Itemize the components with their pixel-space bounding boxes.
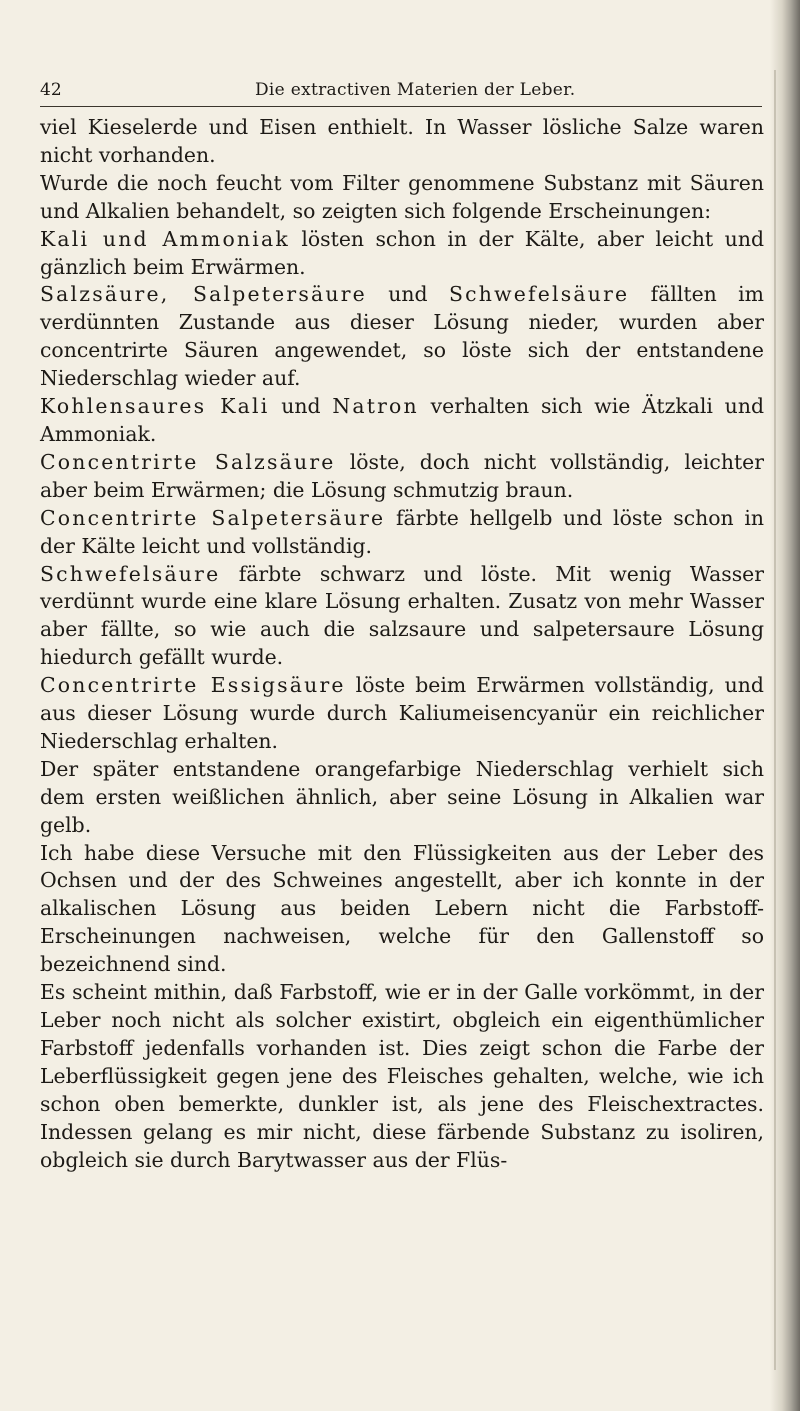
running-title: Die extractiven Materien der Leber. bbox=[255, 80, 576, 100]
paragraph bbox=[40, 393, 764, 449]
page-edge-line bbox=[774, 70, 776, 1370]
reagent-term: Kohlensaures Kali bbox=[40, 394, 270, 419]
running-header bbox=[40, 76, 762, 107]
paragraph-text: löste beim Erwärmen vollständig, und aus dieser Lösung wurde durch Kaliumeisencyanür ein reichlicher Niederschlag erhalten. bbox=[40, 673, 764, 753]
paragraph: viel Kieselerde und Eisen enthielt. In Wasser lösliche Salze waren nicht vorhanden. bbox=[40, 115, 764, 167]
paragraph-text: färbte hellgelb und löste schon in der Kälte leicht und vollständig. bbox=[40, 505, 764, 558]
paragraph-text: verhalten sich wie Ätzkali und Ammoniak. bbox=[40, 394, 765, 446]
reagent-term: Concentrirte Salzsäure bbox=[40, 449, 336, 474]
paragraph-text: und bbox=[366, 282, 449, 307]
reagent-term: Salzsäure, Salpetersäure bbox=[40, 282, 367, 307]
paragraph: Der später entstandene orangefarbige Niederschlag verhielt sich dem ersten weißlichen ähnlich, aber seine Lösung in Alkalien war gelb. bbox=[40, 756, 764, 837]
paragraph-text: und bbox=[269, 394, 333, 419]
paragraph-text: färbte schwarz und löste. Mit wenig Wasser verdünnt wurde eine klare Lösung erhalten. Zusatz von mehr Wasser aber fällte, so wie auch die salzsaure und salpetersaure Lösung hiedurch gefällt wurde. bbox=[40, 561, 764, 670]
paragraph: Ich habe diese Versuche mit den Flüssigkeiten aus der Leber des Ochsen und der des Schweines angestellt, aber ich konnte in der alkalischen Lösung aus beiden Lebern nicht die Farbstoff-Erscheinungen nachweisen, welche für den Gallenstoff so bezeichnend sind. bbox=[40, 840, 764, 977]
reagent-term: Concentrirte Essigsäure bbox=[40, 673, 346, 698]
reagent-term: Schwefelsäure bbox=[448, 282, 630, 307]
paragraph-text: fällten im verdünnten Zustande aus dieser Lösung nieder, wurden aber concentrirte Säuren angewendet, so löste sich der entstandene Niederschlag wieder auf. bbox=[40, 282, 764, 391]
paragraph bbox=[40, 505, 764, 561]
page-number: 42 bbox=[40, 80, 62, 100]
reagent-term: Concentrirte Salpetersäure bbox=[40, 505, 386, 530]
paragraph-text: löste, doch nicht vollständig, leichter aber beim Erwärmen; die Lösung schmutzig braun. bbox=[40, 449, 764, 502]
reagent-term: Natron bbox=[332, 394, 419, 419]
paragraph bbox=[40, 281, 764, 393]
reagent-term: Kali und Ammoniak bbox=[40, 226, 290, 251]
document-body bbox=[40, 114, 764, 1174]
paragraph bbox=[40, 561, 764, 673]
paragraph: Es scheint mithin, daß Farbstoff, wie er in der Galle vorkömmt, in der Leber noch nicht als solcher existirt, obgleich ein eigenthümlicher Farbstoff jedenfalls vorhanden ist. Dies zeigt schon die Farbe der Leberflüssigkeit gegen jene des Fleisches gehalten, welche, wie ich schon oben bemerkte, dunkler ist, als jene des Fleischextractes. Indessen gelang es mir nicht, diese färbende Substanz zu isoliren, obgleich sie durch Barytwasser aus der Flüs- bbox=[40, 980, 764, 1172]
paragraph bbox=[40, 672, 764, 756]
paragraph: Wurde die noch feucht vom Filter genommene Substanz mit Säuren und Alkalien behandelt, so zeigten sich folgende Erscheinungen: bbox=[40, 170, 764, 223]
paragraph-text: lösten schon in der Kälte, aber leicht und gänzlich beim Erwärmen. bbox=[40, 226, 765, 279]
paragraph bbox=[40, 226, 764, 282]
paragraph bbox=[40, 449, 764, 505]
reagent-term: Schwefelsäure bbox=[40, 561, 221, 586]
